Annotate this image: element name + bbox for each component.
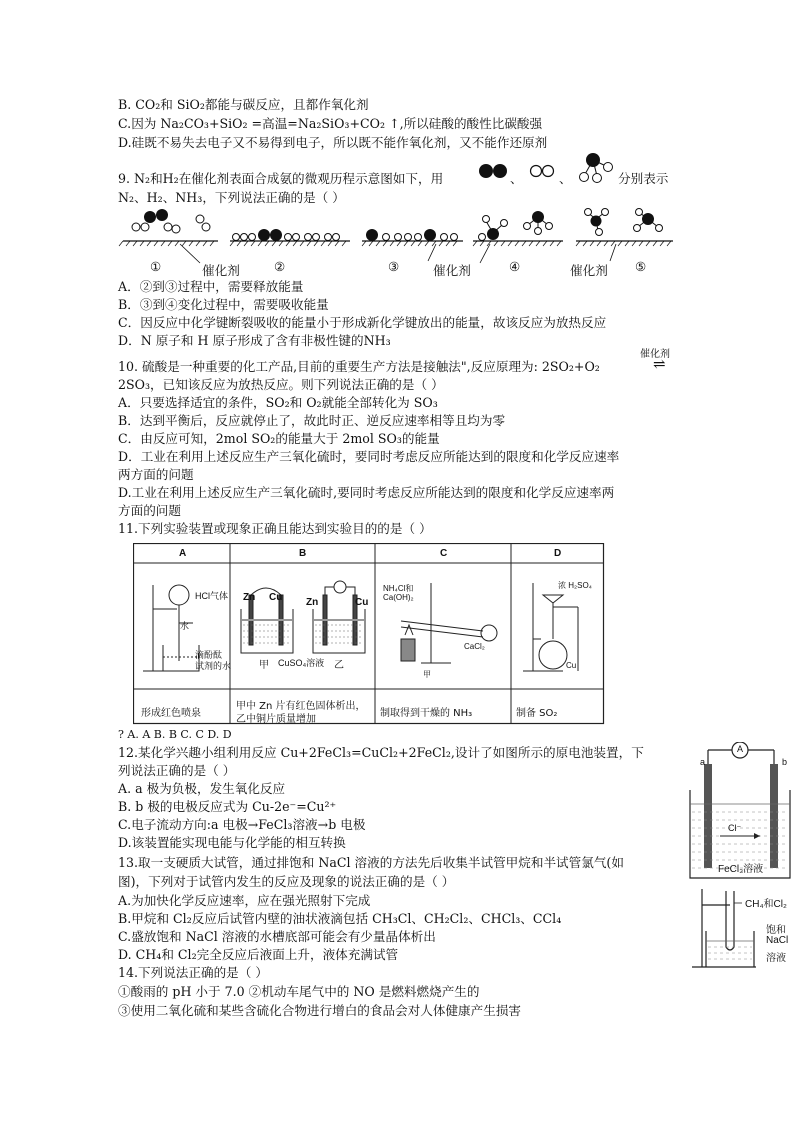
q10-option-d-dup: D.工业在利用上述反应生产三氧化硫时,要同时考虑反应所能达到的限度和化学反应速率两	[118, 485, 615, 500]
q9-catalyst-label-1: 催化剂	[202, 263, 240, 278]
q11-c-cacl2-label: CaCl₂	[464, 642, 485, 651]
q10-option-d-cont: 两方面的问题	[118, 467, 194, 482]
q11-c-reagent-label-2: Ca(OH)₂	[383, 593, 414, 602]
q11-col-b-header: B	[299, 548, 307, 559]
q11-b-zn2-label: Zn	[306, 597, 319, 608]
q10-option-d: D．工业在利用上述反应生产三氧化硫时，要同时考虑反应所能达到的限度和化学反应速率	[118, 449, 620, 464]
q13-sol-label-1: 饱和	[766, 925, 786, 936]
q13-stem-line2: 图)，下列对于试管内发生的反应及现象的说法正确的是（ ）	[118, 874, 455, 889]
q11-c-caption: 制取得到干燥的 NH₃	[380, 708, 473, 719]
q13-stem: 13.取一支硬质大试管，通过排饱和 NaCl 溶液的方法先后收集半试管甲烷和半试管氯气(如	[118, 855, 624, 870]
q13-sol-label-2: NaCl	[766, 935, 789, 946]
q11-b-solution-label: CuSO₄溶液	[278, 658, 325, 668]
q12-option-d: D.该装置能实现电能与化学能的相互转换	[118, 835, 346, 850]
q12-stem-line2: 列说法正确的是（ ）	[118, 763, 236, 778]
q8-option-d: D.硅既不易失去电子又不易得到电子，所以既不能作氧化剂，又不能作还原剂	[118, 135, 548, 150]
q12-ion-label: Cl⁻	[728, 823, 742, 833]
q11-col-c-header: C	[440, 548, 448, 559]
q12-solution-label: FeCl₃溶液	[718, 864, 764, 875]
q9-legend-sep2: 、	[559, 171, 572, 186]
q11-a-phen-label-2: 试剂的水	[195, 661, 232, 671]
q12-option-a: A. a 极为负极，发生氧化反应	[118, 781, 286, 796]
q9-stage-2: ②	[274, 259, 286, 274]
q9-option-d: D．N 原子和 H 原子形成了含有非极性键的NH₃	[118, 333, 391, 348]
q11-options: ? A. A B. B C. C D. D	[118, 728, 232, 741]
q13-option-c: C.盛放饱和 NaCl 溶液的水槽底部可能会有少量晶体析出	[118, 929, 436, 944]
q12-electrode-a-label: a	[700, 757, 706, 767]
q11-col-d-header: D	[554, 548, 562, 559]
q9-stage-3: ③	[388, 259, 400, 274]
q14-statement-3: ③使用二氧化硫和某些含硫化合物进行增白的食品会对人体健康产生损害	[118, 1003, 521, 1018]
q11-apparatus-table	[133, 543, 605, 725]
q8-option-b: B. CO₂和 SiO₂都能与碳反应，且都作氧化剂	[118, 97, 369, 112]
n2-molecule-icon	[479, 164, 493, 178]
q11-a-caption: 形成红色喷泉	[141, 708, 201, 719]
q10-equilibrium-arrow: ⇌	[653, 355, 666, 373]
q10-stem: 10. 硫酸是一种重要的化工产品,目前的重要生产方法是接触法",反应原理为: 2SO₂+O₂	[118, 359, 600, 374]
h2-molecule-icon	[531, 166, 542, 177]
q12-stem: 12.某化学兴趣小组利用反应 Cu+2FeCl₃=CuCl₂+2FeCl₂,设计了如图所示的原电池装置，下	[118, 745, 644, 760]
q10-option-a: A．只要选择适宜的条件，SO₂和 O₂就能全部转化为 SO₃	[118, 395, 438, 410]
q11-b-jia-label: 甲	[259, 660, 269, 671]
q11-b-cu2-label: Cu	[355, 597, 369, 608]
q13-option-a: A.为加快化学反应速率，应在强光照射下完成	[118, 893, 371, 908]
q11-d-caption: 制备 SO₂	[516, 708, 558, 719]
q9-stem: 9. N₂和H₂在催化剂表面合成氨的微观历程示意图如下，用	[118, 171, 444, 186]
q9-option-c: C．因反应中化学键断裂吸收的能量小于形成新化学键放出的能量，故该反应为放热反应	[118, 315, 607, 330]
q11-stem: 11.下列实验装置或现象正确且能达到实验目的的是（ ）	[118, 521, 432, 536]
q9-catalyst-label-3: 催化剂	[570, 263, 608, 278]
nh3-molecule-icon	[586, 153, 600, 167]
q12-electrode-b-label: b	[782, 757, 788, 767]
q8-option-c: C.因为 Na₂CO₃+SiO₂ =高温=Na₂SiO₃+CO₂ ↑,所以硅酸的酸性比碳酸强	[118, 116, 543, 131]
q9-stem-cont: 分别表示	[618, 171, 669, 186]
q10-option-c: C．由反应可知，2mol SO₂的能量大于 2mol SO₃的能量	[118, 431, 440, 446]
q14-stem: 14.下列说法正确的是（ ）	[118, 965, 268, 980]
q12-option-b: B. b 极的电极反应式为 Cu-2e⁻=Cu²⁺	[118, 799, 337, 814]
q11-col-a-header: A	[179, 548, 187, 559]
q13-gas-label: CH₄和Cl₂	[745, 899, 787, 910]
q9-stage-4: ④	[509, 259, 521, 274]
q13-option-b: B.甲烷和 Cl₂反应后试管内壁的油状液滴包括 CH₃Cl、CH₂Cl₂、CHCl₃、CCl₄	[118, 911, 562, 926]
q11-b-zn1-label: Zn	[243, 592, 256, 603]
q10-option-b: B．达到平衡后，反应就停止了，故此时正、逆反应速率相等且均为零	[118, 413, 506, 428]
q11-c-jia-label: 甲	[423, 670, 431, 679]
q12-ammeter-label: A	[737, 744, 744, 754]
q13-option-d: D. CH₄和 Cl₂完全反应后液面上升，液体充满试管	[118, 947, 399, 962]
q9-legend-sep1: 、	[510, 171, 523, 186]
q11-d-cu-label: Cu	[566, 661, 577, 670]
q9-option-a: A．②到③过程中，需要释放能量	[118, 279, 304, 294]
q11-a-water-label: 水	[180, 621, 190, 631]
q14-statement-1-2: ①酸雨的 pH 小于 7.0 ②机动车尾气中的 NO 是燃料燃烧产生的	[118, 984, 480, 999]
q11-a-hcl-label: HCl气体	[195, 591, 228, 601]
q11-b-yi-label: 乙	[334, 660, 344, 671]
q13-sol-label-3: 溶液	[766, 953, 786, 964]
q11-b-cu1-label: Cu	[269, 592, 283, 603]
q11-b-caption-2: 乙中铜片质量增加	[236, 714, 316, 725]
q10-stem-line2: 2SO₃，已知该反应为放热反应。则下列说法正确的是（ ）	[118, 377, 444, 392]
q10-catalyst-label: 催化剂	[640, 349, 670, 360]
q11-b-caption-1: 甲中 Zn 片有红色固体析出，	[236, 701, 366, 712]
q11-d-acid-label: 浓 H₂SO₄	[558, 581, 592, 590]
q12-option-c: C.电子流动方向:a 电极→FeCl₃溶液→b 电极	[118, 817, 366, 832]
q9-catalyst-label-2: 催化剂	[433, 263, 471, 278]
q9-stage-1: ①	[150, 259, 162, 274]
q10-option-d-dup-cont: 方面的问题	[118, 503, 181, 518]
q9-stem-line2: N₂、H₂、NH₃，下列说法正确的是（ ）	[118, 190, 345, 205]
q11-a-phen-label-1: 滴酚酞	[195, 650, 223, 660]
q9-option-b: B．③到④变化过程中，需要吸收能量	[118, 297, 329, 312]
q9-stage-5: ⑤	[635, 259, 647, 274]
q11-c-reagent-label-1: NH₄Cl和	[383, 584, 414, 593]
